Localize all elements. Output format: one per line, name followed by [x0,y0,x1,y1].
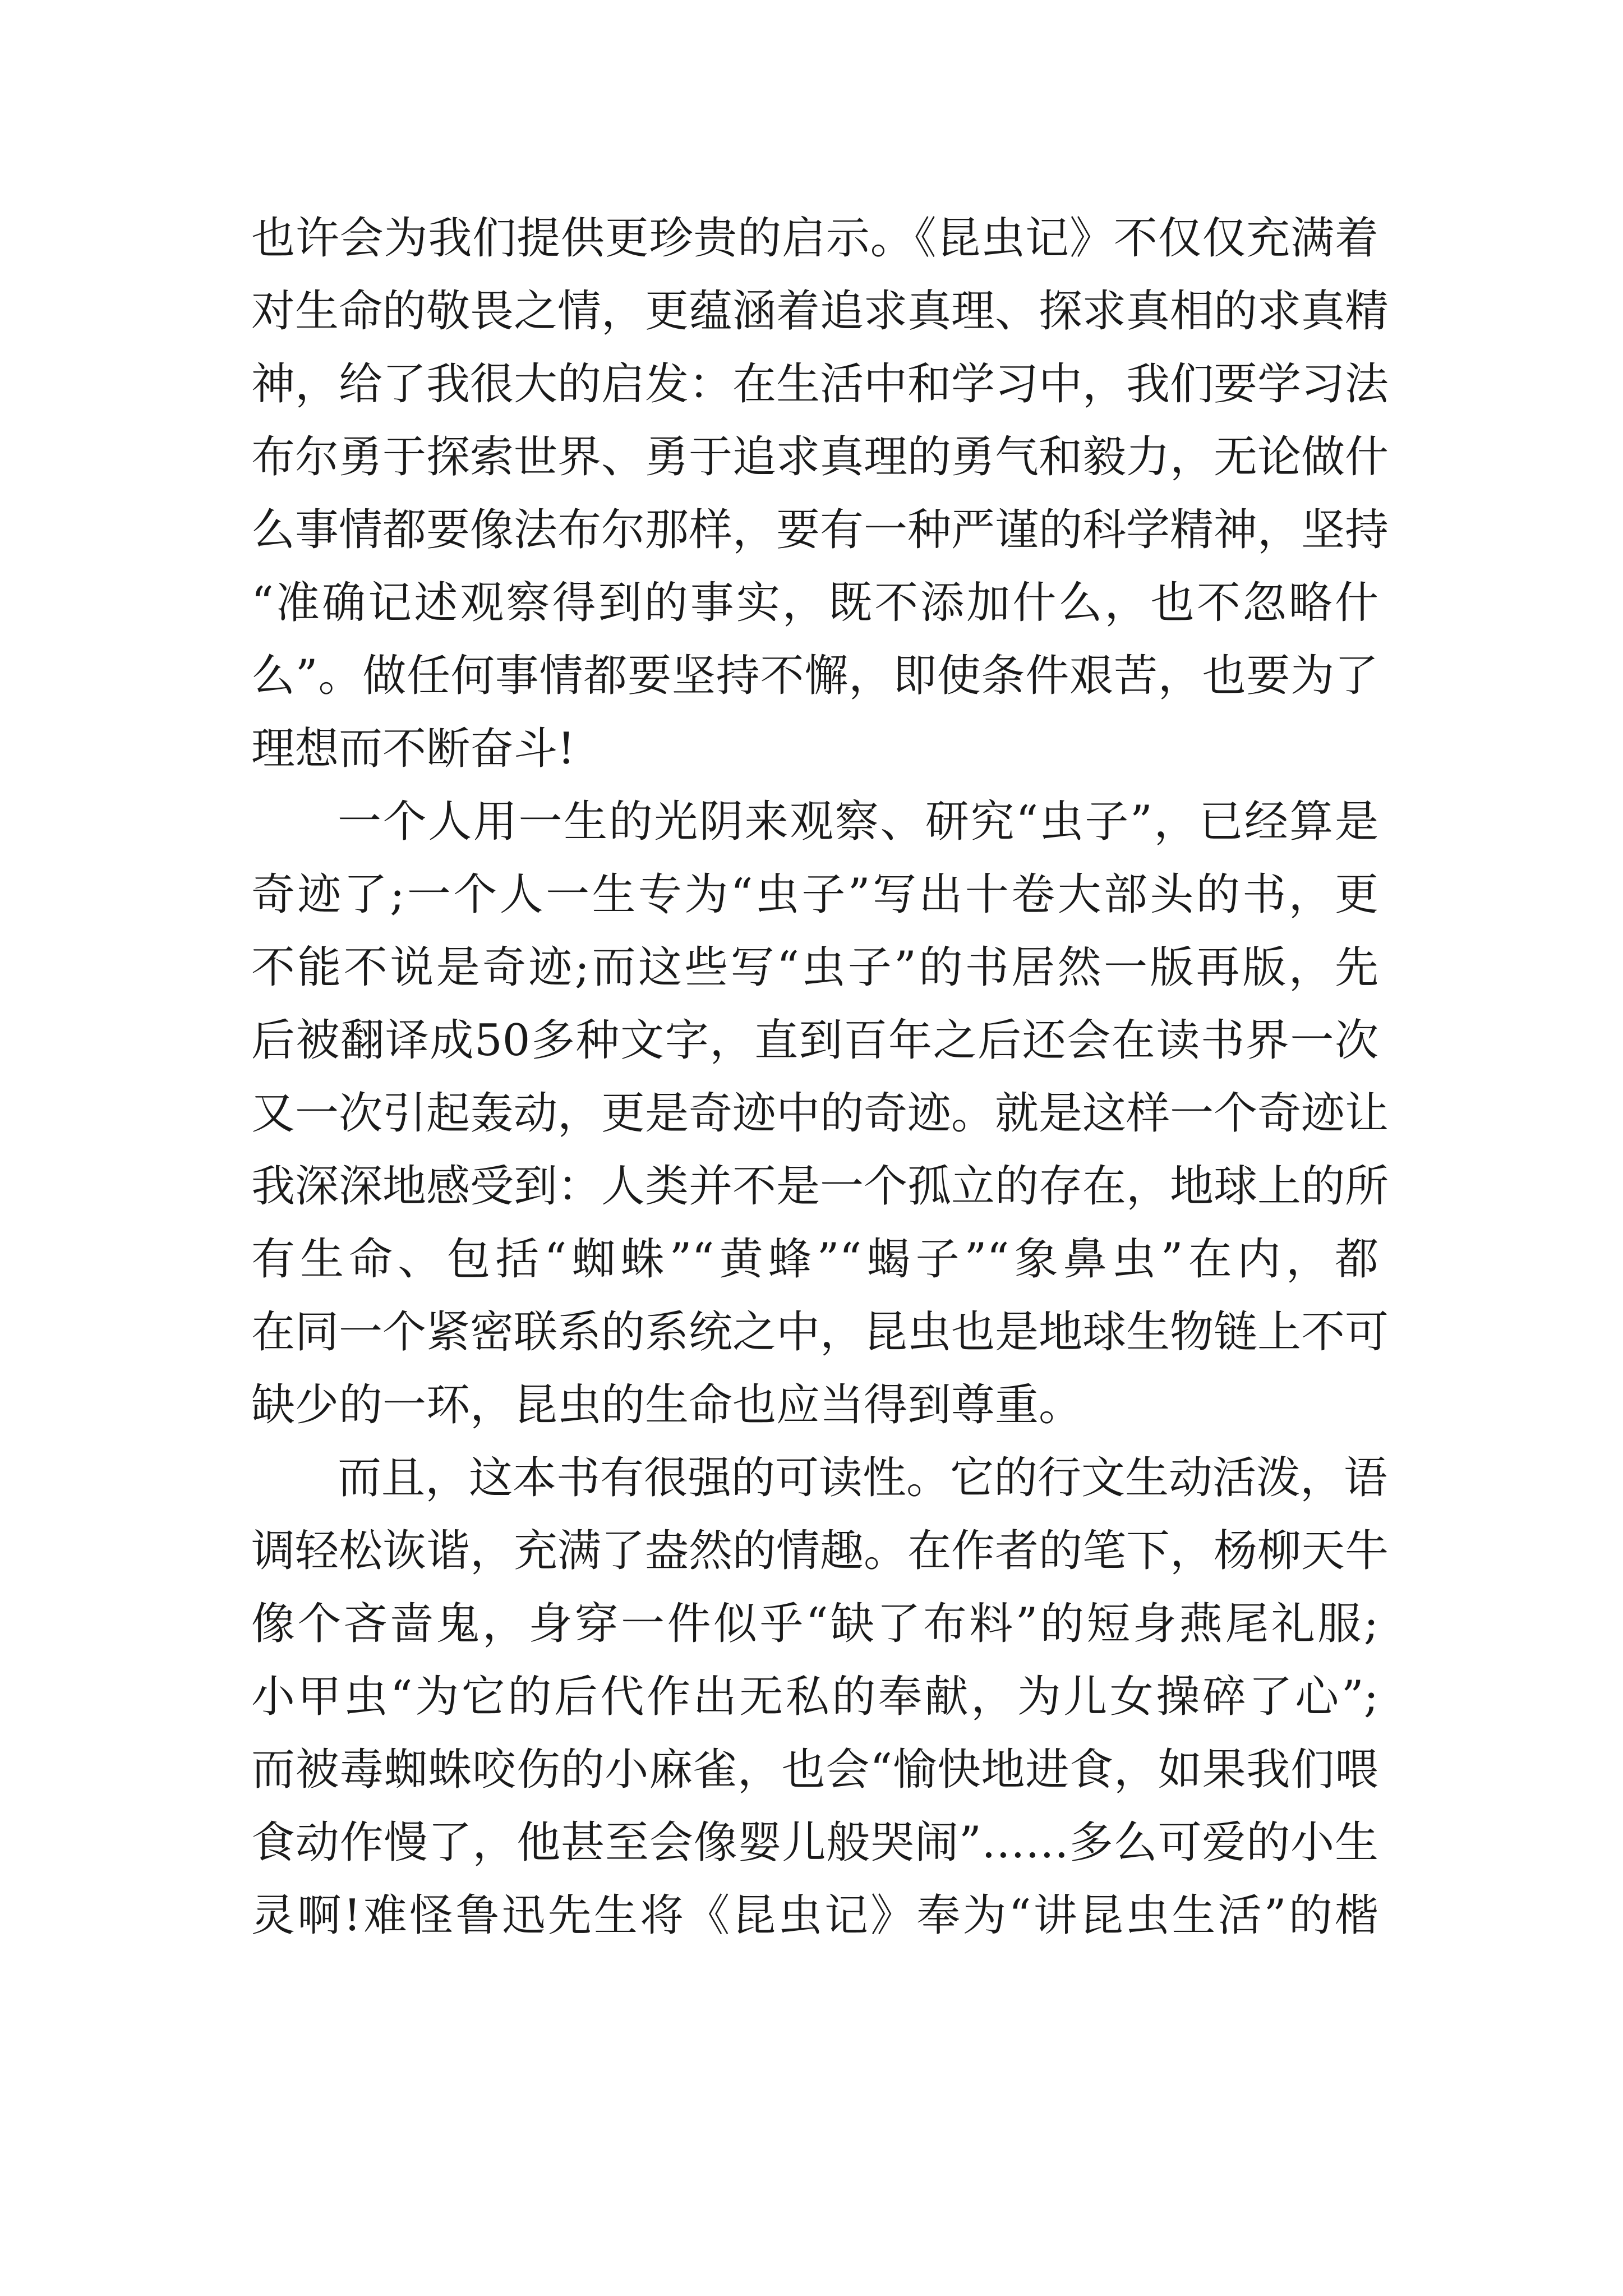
text-line: 小甲虫“为它的后代作出无私的奉献，为儿女操碎了心”; [251,1672,1378,1722]
text-line: 后被翻译成50多种文字，直到百年之后还会在读书界一次 [251,1015,1378,1066]
text-line: 神，给了我很大的启发：在生活中和学习中，我们要学习法 [251,359,1389,409]
text-line: 有生命、包括“蜘蛛”“黄蜂”“蝎子”“象鼻虫”在内，都 [251,1234,1378,1285]
text-line: 不能不说是奇迹;而这些写“虫子”的书居然一版再版，先 [251,942,1378,993]
text-line: 缺少的一环，昆虫的生命也应当得到尊重。 [251,1380,1083,1430]
text-line: 像个吝啬鬼，身穿一件似乎“缺了布料”的短身燕尾礼服; [251,1599,1378,1649]
text-line: 对生命的敬畏之情，更蕴涵着追求真理、探求真相的求真精 [251,286,1389,337]
text-line: 而被毒蜘蛛咬伤的小麻雀，也会“愉快地进食，如果我们喂 [251,1745,1378,1795]
text-line: 食动作慢了，他甚至会像婴儿般哭闹”……多么可爱的小生 [251,1818,1378,1868]
paragraph-first-line: 一个人用一生的光阴来观察、研究“虫子”，已经算是 [338,797,1378,847]
text-line: 理想而不断奋斗! [251,724,575,774]
text-line: 布尔勇于探索世界、勇于追求真理的勇气和毅力，无论做什 [251,432,1389,482]
text-line: 我深深地感受到：人类并不是一个孤立的存在，地球上的所 [251,1161,1389,1212]
text-line: 灵啊!难怪鲁迅先生将《昆虫记》奉为“讲昆虫生活”的楷 [251,1890,1378,1941]
paragraph-first-line: 而且，这本书有很强的可读性。它的行文生动活泼，语 [338,1453,1388,1503]
body-text [251,202,1389,1952]
text-line: 么事情都要像法布尔那样，要有一种严谨的科学精神，坚持 [251,505,1389,555]
text-line: 又一次引起轰动，更是奇迹中的奇迹。就是这样一个奇迹让 [251,1088,1389,1139]
text-line: 也许会为我们提供更珍贵的启示。《昆虫记》不仅仅充满着 [251,213,1378,264]
text-line: 么”。做任何事情都要坚持不懈，即使条件艰苦，也要为了 [251,651,1378,701]
text-line: 奇迹了;一个人一生专为“虫子”写出十卷大部头的书，更 [251,869,1378,920]
text-line: 调轻松诙谐，充满了盎然的情趣。在作者的笔下，杨柳天牛 [251,1526,1389,1576]
text-line: “准确记述观察得到的事实，既不添加什么，也不忽略什 [251,578,1378,628]
text-line: 在同一个紧密联系的系统之中，昆虫也是地球生物链上不可 [251,1307,1389,1358]
